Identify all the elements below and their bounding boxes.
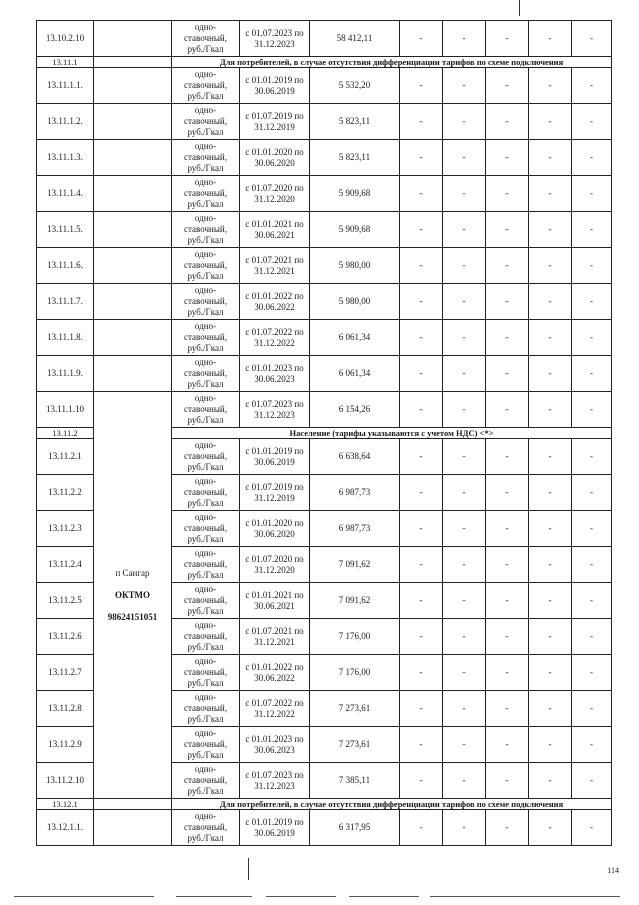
dash-cell: - [529,212,572,248]
dash-cell: - [529,583,572,619]
settlement-cell [94,356,172,392]
tariff-period: с 01.01.2021 по 30.06.2021 [240,583,310,619]
section-header-row [37,57,612,68]
table-row [37,392,612,428]
tariff-unit: одно-ставочный, руб./Гкал [172,284,240,320]
row-code: 13.11.2.4 [37,547,94,583]
row-code: 13.11.1.5. [37,212,94,248]
tariff-unit: одно-ставочный, руб./Гкал [172,547,240,583]
dash-cell: - [400,439,443,475]
dash-cell: - [400,68,443,104]
tariff-value: 7 273,61 [310,727,400,763]
row-code: 13.11.1.7. [37,284,94,320]
tariff-unit: одно-ставочный, руб./Гкал [172,320,240,356]
settlement-cell [94,810,172,846]
dash-cell: - [486,176,529,212]
table-row [37,21,612,57]
dash-cell: - [572,176,612,212]
settlement-line1: п Сангар [115,567,150,578]
dash-cell: - [486,320,529,356]
tariff-value: 58 412,11 [310,21,400,57]
tariff-value: 7 385,11 [310,763,400,799]
dash-cell: - [400,176,443,212]
dash-cell: - [443,392,486,428]
tariff-period: с 01.01.2022 по 30.06.2022 [240,655,310,691]
tariff-period: с 01.01.2019 по 30.06.2019 [240,68,310,104]
row-code: 13.11.2.3 [37,511,94,547]
dash-cell: - [486,583,529,619]
dash-cell: - [572,356,612,392]
settlement-line2: ОКТМО [115,589,150,600]
dash-cell: - [400,212,443,248]
settlement-line3: 98624151051 [107,611,158,622]
dash-cell: - [572,212,612,248]
tariff-value: 6 154,26 [310,392,400,428]
row-code: 13.11.2.8 [37,691,94,727]
dash-cell: - [486,547,529,583]
dash-cell: - [443,547,486,583]
row-code: 13.12.1 [37,799,94,810]
tariff-value: 7 176,00 [310,655,400,691]
row-code: 13.11.1 [37,57,94,68]
dash-cell: - [443,810,486,846]
dash-cell: - [529,176,572,212]
dash-cell: - [572,104,612,140]
dash-cell: - [572,21,612,57]
footer-rule [14,896,154,897]
tariff-unit: одно-ставочный, руб./Гкал [172,176,240,212]
dash-cell: - [572,727,612,763]
dash-cell: - [486,104,529,140]
dash-cell: - [443,248,486,284]
dash-cell: - [572,140,612,176]
tariff-unit: одно-ставочный, руб./Гкал [172,21,240,57]
dash-cell: - [400,511,443,547]
tariff-unit: одно-ставочный, руб./Гкал [172,68,240,104]
dash-cell: - [486,655,529,691]
dash-cell: - [443,763,486,799]
tariff-unit: одно-ставочный, руб./Гкал [172,356,240,392]
dash-cell: - [486,475,529,511]
dash-cell: - [486,140,529,176]
dash-cell: - [572,248,612,284]
tariff-value: 5 909,68 [310,176,400,212]
tariff-unit: одно-ставочный, руб./Гкал [172,511,240,547]
row-code: 13.11.1.4. [37,176,94,212]
dash-cell: - [529,691,572,727]
dash-cell: - [529,439,572,475]
tariff-period: с 01.07.2022 по 31.12.2022 [240,691,310,727]
tariff-value: 6 987,73 [310,511,400,547]
dash-cell: - [572,68,612,104]
dash-cell: - [486,248,529,284]
dash-cell: - [486,691,529,727]
dash-cell: - [400,140,443,176]
tariff-unit: одно-ставочный, руб./Гкал [172,212,240,248]
dash-cell: - [529,320,572,356]
tariff-unit: одно-ставочный, руб./Гкал [172,727,240,763]
tariff-unit: одно-ставочный, руб./Гкал [172,392,240,428]
dash-cell: - [572,320,612,356]
dash-cell: - [486,284,529,320]
table-row [37,356,612,392]
dash-cell: - [529,140,572,176]
section-title: Для потребителей, в случае отсутствия дифференциации тарифов по схеме подключения [172,57,612,68]
table-row [37,284,612,320]
settlement-cell [94,248,172,284]
tariff-period: с 01.01.2022 по 30.06.2022 [240,284,310,320]
row-code: 13.11.1.9. [37,356,94,392]
tariff-period: с 01.01.2023 по 30.06.2023 [240,356,310,392]
dash-cell: - [572,583,612,619]
tariff-value: 5 980,00 [310,248,400,284]
tariff-unit: одно-ставочный, руб./Гкал [172,691,240,727]
tariff-value: 5 909,68 [310,212,400,248]
dash-cell: - [486,511,529,547]
table-row [37,68,612,104]
tariff-period: с 01.07.2021 по 31.12.2021 [240,248,310,284]
table-row [37,810,612,846]
tariff-value: 7 176,00 [310,619,400,655]
dash-cell: - [400,619,443,655]
settlement-cell [94,57,172,68]
tariff-period: с 01.01.2020 по 30.06.2020 [240,511,310,547]
tariff-table-body [37,21,612,846]
table-row [37,140,612,176]
row-code: 13.10.2.10 [37,21,94,57]
footer-rule [430,896,620,897]
settlement-cell [94,140,172,176]
dash-cell: - [443,104,486,140]
dash-cell: - [443,655,486,691]
dash-cell: - [400,763,443,799]
dash-cell: - [486,727,529,763]
tariff-value: 6 638,64 [310,439,400,475]
row-code: 13.11.2.9 [37,727,94,763]
dash-cell: - [529,619,572,655]
dash-cell: - [486,619,529,655]
dash-cell: - [529,547,572,583]
dash-cell: - [443,212,486,248]
dash-cell: - [529,284,572,320]
tariff-period: с 01.07.2020 по 31.12.2020 [240,547,310,583]
settlement-cell [94,104,172,140]
tariff-unit: одно-ставочный, руб./Гкал [172,763,240,799]
dash-cell: - [400,284,443,320]
dash-cell: - [443,356,486,392]
tariff-unit: одно-ставочный, руб./Гкал [172,248,240,284]
dash-cell: - [443,619,486,655]
dash-cell: - [400,104,443,140]
dash-cell: - [572,810,612,846]
dash-cell: - [572,392,612,428]
dash-cell: - [400,475,443,511]
dash-cell: - [529,21,572,57]
dash-cell: - [486,810,529,846]
tariff-period: с 01.07.2019 по 31.12.2019 [240,104,310,140]
tariff-unit: одно-ставочный, руб./Гкал [172,583,240,619]
dash-cell: - [400,320,443,356]
dash-cell: - [400,547,443,583]
dash-cell: - [529,356,572,392]
dash-cell: - [572,511,612,547]
row-code: 13.11.1.8. [37,320,94,356]
dash-cell: - [572,655,612,691]
table-row [37,320,612,356]
dash-cell: - [443,727,486,763]
dash-cell: - [443,320,486,356]
dash-cell: - [572,475,612,511]
dash-cell: - [529,392,572,428]
tariff-value: 5 823,11 [310,140,400,176]
section-title: Население (тарифы указываются с учетом НДС) <*> [172,428,612,439]
dash-cell: - [400,356,443,392]
table-row [37,212,612,248]
section-header-row [37,799,612,810]
dash-cell: - [443,439,486,475]
tariff-period: с 01.07.2023 по 31.12.2023 [240,21,310,57]
dash-cell: - [400,655,443,691]
settlement-cell [94,176,172,212]
tariff-value: 5 532,20 [310,68,400,104]
dash-cell: - [572,547,612,583]
tariff-value: 5 980,00 [310,284,400,320]
dash-cell: - [529,68,572,104]
dash-cell: - [572,439,612,475]
tariff-unit: одно-ставочный, руб./Гкал [172,140,240,176]
dash-cell: - [400,727,443,763]
tariff-value: 5 823,11 [310,104,400,140]
scan-artifact-line [248,858,249,880]
row-code: 13.11.1.10 [37,392,94,428]
row-code: 13.11.2.1 [37,439,94,475]
dash-cell: - [443,583,486,619]
dash-cell: - [400,810,443,846]
row-code: 13.11.1.2. [37,104,94,140]
tariff-unit: одно-ставочный, руб./Гкал [172,810,240,846]
dash-cell: - [572,619,612,655]
dash-cell: - [400,583,443,619]
dash-cell: - [529,655,572,691]
dash-cell: - [529,810,572,846]
dash-cell: - [572,691,612,727]
tariff-period: с 01.07.2023 по 31.12.2023 [240,763,310,799]
row-code: 13.11.2 [37,428,94,439]
dash-cell: - [443,475,486,511]
section-title: Для потребителей, в случае отсутствия дифференциации тарифов по схеме подключения [172,799,612,810]
row-code: 13.11.2.6 [37,619,94,655]
dash-cell: - [572,763,612,799]
dash-cell: - [400,248,443,284]
tariff-value: 7 091,62 [310,583,400,619]
tariff-period: с 01.07.2021 по 31.12.2021 [240,619,310,655]
settlement-cell [94,212,172,248]
table-row [37,104,612,140]
footer-rule [266,896,336,897]
footer-rule [176,896,252,897]
tariff-value: 6 317,95 [310,810,400,846]
settlement-cell [94,799,172,810]
dash-cell: - [486,356,529,392]
dash-cell: - [443,21,486,57]
dash-cell: - [572,284,612,320]
tariff-unit: одно-ставочный, руб./Гкал [172,655,240,691]
dash-cell: - [529,763,572,799]
tariff-unit: одно-ставочный, руб./Гкал [172,439,240,475]
dash-cell: - [486,212,529,248]
dash-cell: - [443,176,486,212]
row-code: 13.11.2.2 [37,475,94,511]
dash-cell: - [486,439,529,475]
row-code: 13.11.1.1. [37,68,94,104]
dash-cell: - [486,392,529,428]
row-code: 13.12.1.1. [37,810,94,846]
dash-cell: - [400,691,443,727]
dash-cell: - [443,140,486,176]
tariff-unit: одно-ставочный, руб./Гкал [172,104,240,140]
dash-cell: - [400,21,443,57]
tariff-period: с 01.07.2020 по 31.12.2020 [240,176,310,212]
dash-cell: - [529,104,572,140]
tariff-unit: одно-ставочный, руб./Гкал [172,619,240,655]
dash-cell: - [486,21,529,57]
tariff-period: с 01.07.2022 по 31.12.2022 [240,320,310,356]
row-code: 13.11.2.10 [37,763,94,799]
tariff-unit: одно-ставочный, руб./Гкал [172,475,240,511]
tariff-period: с 01.07.2023 по 31.12.2023 [240,392,310,428]
row-code: 13.11.2.7 [37,655,94,691]
footer-rule [349,896,419,897]
table-row [37,176,612,212]
dash-cell: - [529,475,572,511]
settlement-cell [94,392,172,799]
settlement-cell [94,68,172,104]
tariff-period: с 01.01.2019 по 30.06.2019 [240,439,310,475]
dash-cell: - [529,727,572,763]
tariff-period: с 01.01.2020 по 30.06.2020 [240,140,310,176]
dash-cell: - [486,763,529,799]
tariff-value: 7 091,62 [310,547,400,583]
page-number: 114 [607,866,619,875]
tariff-value: 6 061,34 [310,320,400,356]
tariff-value: 7 273,61 [310,691,400,727]
dash-cell: - [443,284,486,320]
tariff-table [36,20,612,846]
tariff-value: 6 987,73 [310,475,400,511]
tariff-period: с 01.01.2023 по 30.06.2023 [240,727,310,763]
table-row [37,248,612,284]
dash-cell: - [443,691,486,727]
tariff-period: с 01.07.2019 по 31.12.2019 [240,475,310,511]
tariff-value: 6 061,34 [310,356,400,392]
tariff-period: с 01.01.2019 по 30.06.2019 [240,810,310,846]
row-code: 13.11.2.5 [37,583,94,619]
dash-cell: - [443,511,486,547]
row-code: 13.11.1.6. [37,248,94,284]
settlement-cell [94,284,172,320]
settlement-cell [94,320,172,356]
tariff-period: с 01.01.2021 по 30.06.2021 [240,212,310,248]
row-code: 13.11.1.3. [37,140,94,176]
dash-cell: - [529,511,572,547]
dash-cell: - [443,68,486,104]
scan-artifact-line [519,0,520,16]
settlement-cell [94,21,172,57]
dash-cell: - [486,68,529,104]
dash-cell: - [400,392,443,428]
dash-cell: - [529,248,572,284]
